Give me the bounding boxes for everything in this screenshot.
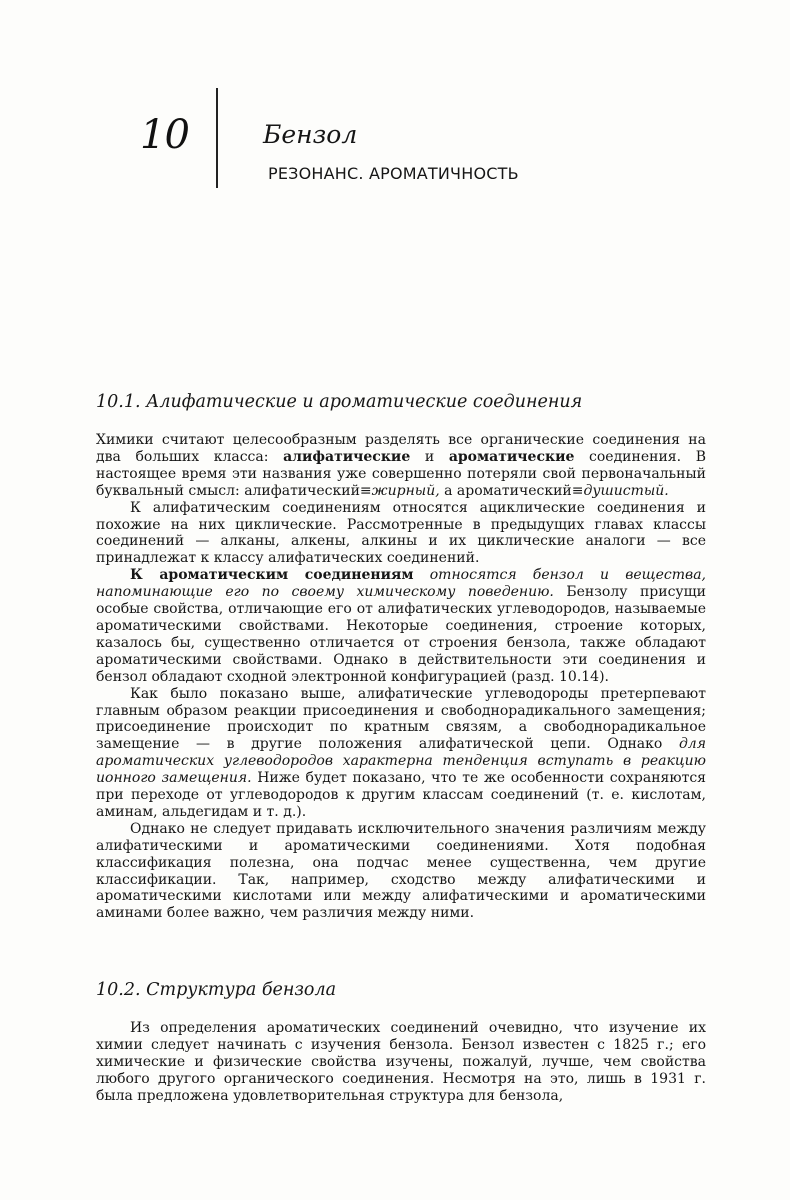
section-10-1-body bbox=[96, 432, 706, 922]
section-heading-10-1: 10.1. Алифатические и ароматические соединения bbox=[96, 392, 583, 412]
chapter-title: Бензол bbox=[263, 120, 358, 149]
section-heading-10-2: 10.2. Структура бензола bbox=[96, 980, 337, 1000]
paragraph: Однако не следует придавать исключительного значения различиям между алифатическими и ароматическими соединениями. Хотя подобная классификация полезна, она подчас менее существенна, чем другие классификации. Так, например, сходство между алифатическими и ароматическими кислотами или между алифатическими и ароматическими аминами более важно, чем различия между ними. bbox=[96, 820, 706, 922]
paragraph: Из определения ароматических соединений очевидно, что изучение их химии следует начинать с изучения бензола. Бензол известен с 1825 г.; его химические и физические свойства изучены, пожалуй, лучше, чем свойства любого другого органического соединения. Несмотря на это, лишь в 1931 г. была предложена удовлетворительная структура для бензола, bbox=[96, 1020, 706, 1104]
chapter-subtitle: РЕЗОНАНС. АРОМАТИЧНОСТЬ bbox=[268, 164, 519, 183]
chapter-divider bbox=[216, 88, 218, 188]
paragraph: К алифатическим соединениям относятся ациклические соединения и похожие на них циклические. Рассмотренные в предыдущих главах классы соединений — алканы, алкены, алкины и их циклические аналоги — все принадлежат к классу алифатических соединений. bbox=[96, 499, 706, 567]
chapter-number: 10 bbox=[140, 112, 189, 158]
section-10-2-body bbox=[96, 1020, 706, 1105]
paragraph: Как было показано выше, алифатические углеводороды претерпевают главным образом реакции присоединения и свободнорадикального замещения; присоединение происходит по кратным связям, а свободнорадикальное замещение — в другие положения алифатической цепи. Однако для ароматических углеводородов характерна тенденция вступать в реакцию ионного замещения. Ниже будет показано, что те же особенности сохраняются при переходе от углеводородов к другим классам соединений (т. е. кислотам, аминам, альдегидам и т. д.). bbox=[96, 685, 706, 820]
paragraph: Химики считают целесообразным разделять все органические соединения на два больших класса: алифатические и ароматические соединения. В настоящее время эти названия уже совершенно потеряли свой первоначальный буквальный смысл: алифатический≡жирный, а ароматический≡душистый. bbox=[96, 432, 706, 499]
paragraph: К ароматическим соединениям относятся бензол и вещества, напоминающие его по своему химическому поведению. Бензолу присущи особые свойства, отличающие его от алифатических углеводородов, называемые ароматическими свойствами. Некоторые соединения, строение которых, казалось бы, существенно отличается от строения бензола, также обладают ароматическими свойствами. Однако в действительности эти соединения и бензол обладают сходной электронной конфигурацией (разд. 10.14). bbox=[96, 567, 706, 685]
